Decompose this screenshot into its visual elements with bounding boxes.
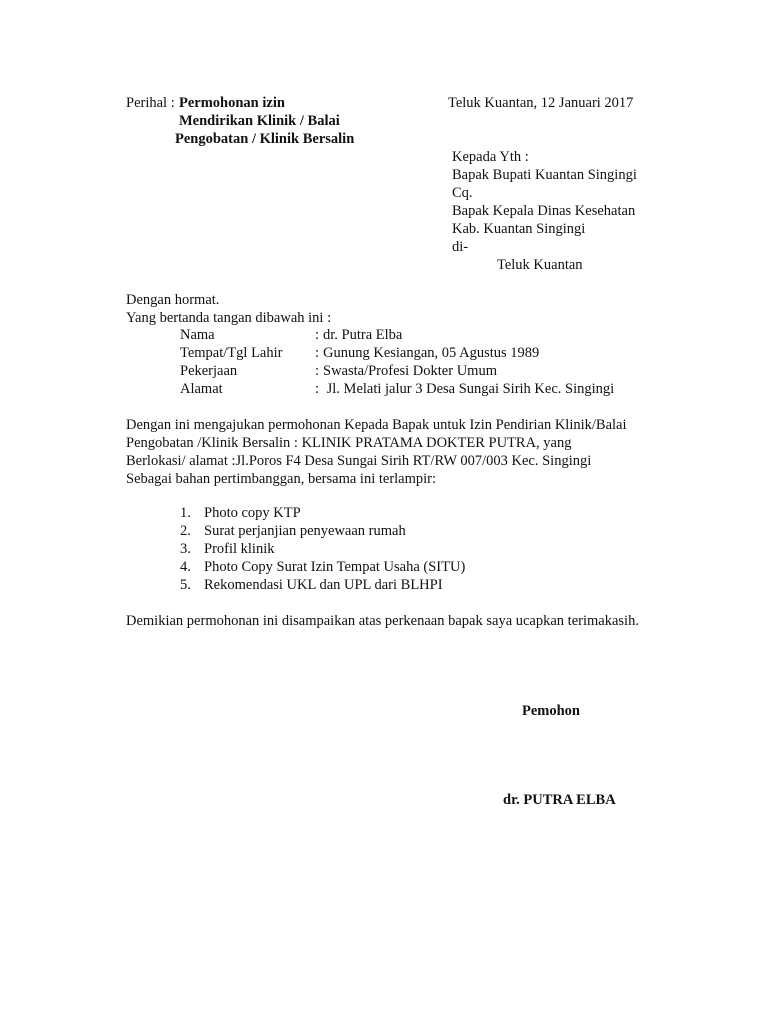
identity-separator: : xyxy=(315,363,320,379)
identity-label: Pekerjaan xyxy=(180,363,238,379)
list-item-text: Photo Copy Surat Izin Tempat Usaha (SITU) xyxy=(204,559,466,575)
list-item xyxy=(180,558,465,576)
identity-row xyxy=(180,380,614,398)
identity-value: Swasta/Profesi Dokter Umum xyxy=(323,363,497,379)
list-item-number: 2. xyxy=(180,523,191,539)
recipient-block xyxy=(452,148,637,274)
list-item xyxy=(180,522,465,540)
list-item-number: 3. xyxy=(180,541,191,557)
list-item-number: 4. xyxy=(180,559,191,575)
perihal-line-1: Permohonan izin xyxy=(179,95,285,111)
list-item-text: Surat perjanjian penyewaan rumah xyxy=(204,523,406,539)
identity-separator: : xyxy=(315,345,320,361)
intro-line: Yang bertanda tangan dibawah ini : xyxy=(126,310,332,326)
identity-label: Alamat xyxy=(180,381,223,397)
recipient-line: Cq. xyxy=(452,185,473,201)
identity-row xyxy=(180,344,614,362)
list-item xyxy=(180,504,465,522)
paragraph-line: Dengan ini mengajukan permohonan Kepada Bapak untuk Izin Pendirian Klinik/Balai xyxy=(126,417,627,433)
recipient-line: Kepada Yth : xyxy=(452,149,529,165)
attachment-list xyxy=(180,504,465,594)
recipient-line: Bapak Kepala Dinas Kesehatan xyxy=(452,203,636,219)
greeting: Dengan hormat. xyxy=(126,292,220,308)
identity-value: dr. Putra Elba xyxy=(323,327,403,343)
identity-value: Jl. Melati jalur 3 Desa Sungai Sirih Kec. Singingi xyxy=(323,381,615,397)
request-paragraph xyxy=(126,416,646,488)
list-item-text: Profil klinik xyxy=(204,541,275,557)
identity-label: Nama xyxy=(180,327,215,343)
identity-separator: : xyxy=(315,381,320,397)
identity-label: Tempat/Tgl Lahir xyxy=(180,345,283,361)
list-item xyxy=(180,576,465,594)
paragraph-line: Pengobatan /Klinik Bersalin : KLINIK PRATAMA DOKTER PUTRA, yang xyxy=(126,435,572,451)
recipient-city: Teluk Kuantan xyxy=(497,257,583,273)
place-date: Teluk Kuantan, 12 Januari 2017 xyxy=(448,95,634,111)
recipient-line: di- xyxy=(452,239,469,255)
list-item-text: Photo copy KTP xyxy=(204,505,301,521)
identity-table xyxy=(180,326,614,398)
list-item-text: Rekomendasi UKL dan UPL dari BLHPI xyxy=(204,577,443,593)
paragraph-line: Berlokasi/ alamat :Jl.Poros F4 Desa Sungai Sirih RT/RW 007/003 Kec. Singingi xyxy=(126,453,592,469)
signer-name: dr. PUTRA ELBA xyxy=(503,792,616,808)
closing-line: Demikian permohonan ini disampaikan atas perkenaan bapak saya ucapkan terimakasih. xyxy=(126,613,639,629)
recipient-line: Bapak Bupati Kuantan Singingi xyxy=(452,167,637,183)
paragraph-line: Sebagai bahan pertimbanggan, bersama ini terlampir: xyxy=(126,471,437,487)
identity-row xyxy=(180,326,614,344)
list-item-number: 5. xyxy=(180,577,191,593)
recipient-line: Kab. Kuantan Singingi xyxy=(452,221,586,237)
perihal-label: Perihal : xyxy=(126,95,175,111)
signer-title: Pemohon xyxy=(522,703,580,719)
identity-value: Gunung Kesiangan, 05 Agustus 1989 xyxy=(323,345,540,361)
list-item xyxy=(180,540,465,558)
identity-separator: : xyxy=(315,327,320,343)
identity-row xyxy=(180,362,614,380)
list-item-number: 1. xyxy=(180,505,191,521)
perihal-line-2: Mendirikan Klinik / Balai xyxy=(179,113,340,129)
perihal-line-3: Pengobatan / Klinik Bersalin xyxy=(175,131,355,147)
